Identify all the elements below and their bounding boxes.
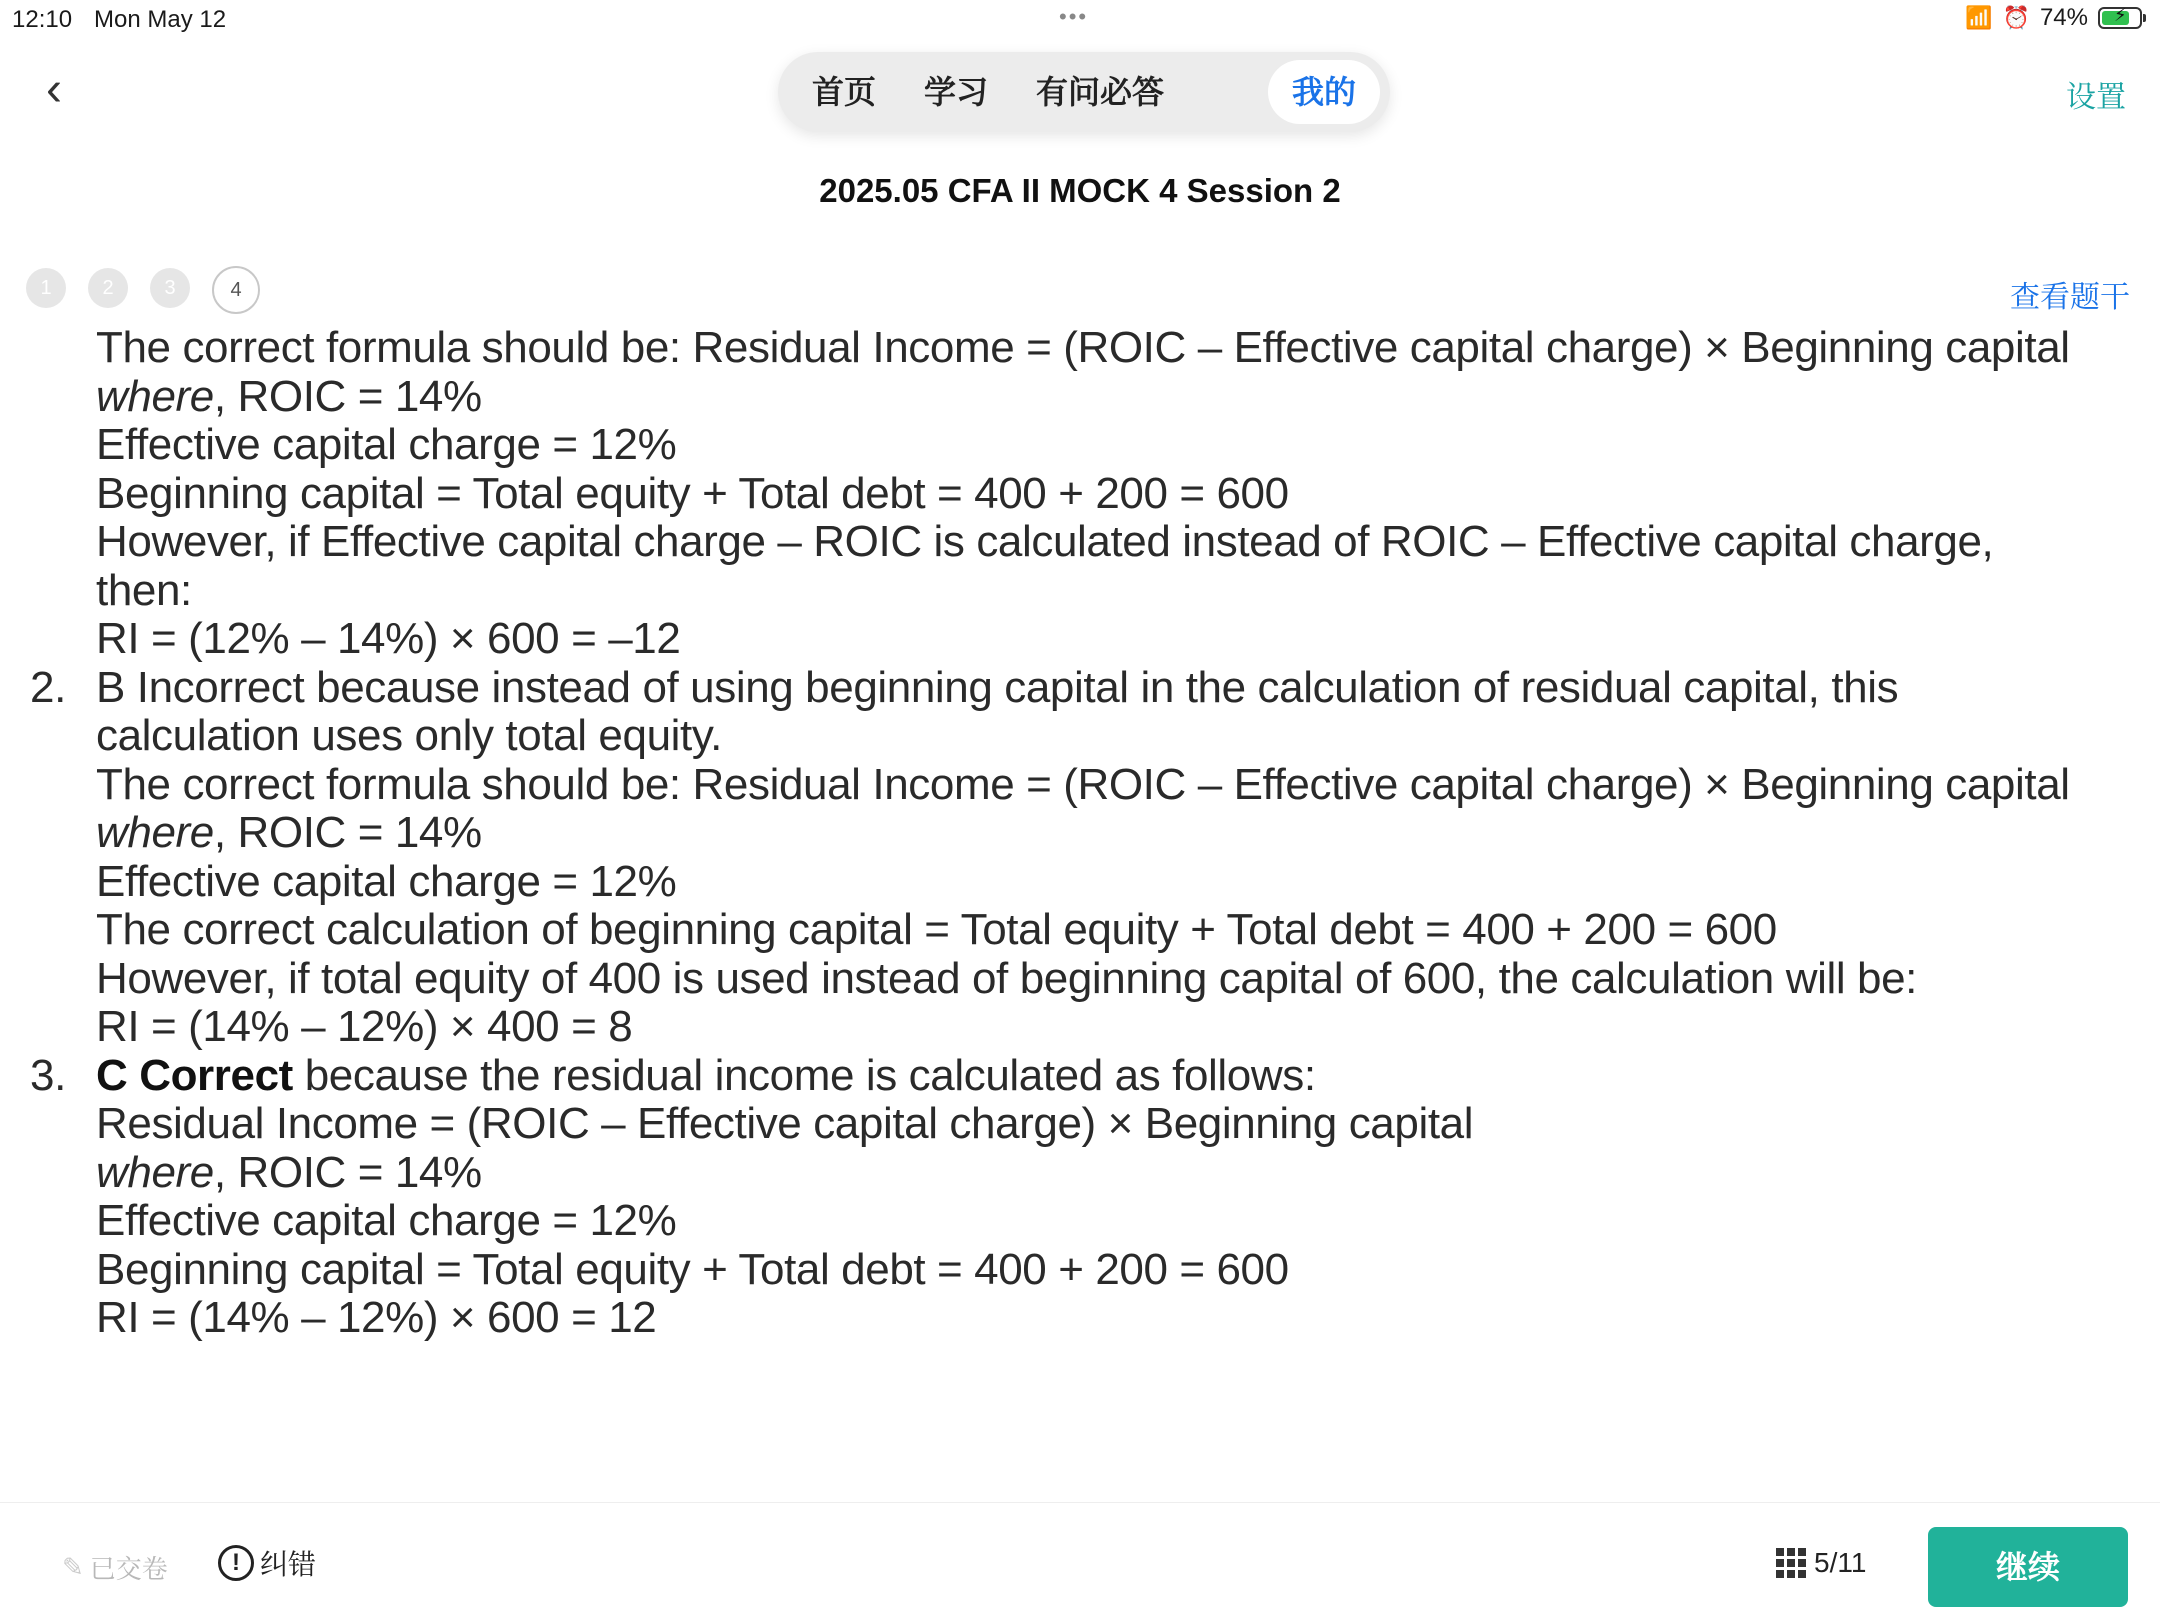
progress-count: 5/11 — [1814, 1547, 1867, 1578]
grid-icon — [1776, 1548, 1806, 1578]
explanation-line: RI = (14% – 12%) × 400 = 8 — [96, 1002, 633, 1051]
settings-link[interactable]: 设置 — [2066, 81, 2126, 114]
tab-home[interactable]: 首页 — [812, 74, 877, 110]
alarm-icon: ⏰ — [2002, 5, 2030, 30]
back-chevron-icon[interactable]: ‹ — [46, 63, 62, 116]
explanation-line: The correct calculation of beginning capital = Total equity + Total debt = 400 + 200 = 600 — [96, 905, 1777, 954]
question-progress[interactable] — [1776, 1547, 1866, 1579]
multitasking-dots-icon[interactable]: ••• — [1059, 4, 1089, 29]
battery-icon — [2098, 7, 2142, 29]
charging-bolt-icon: ⚡ — [2114, 5, 2127, 25]
wifi-icon: 📶 — [1965, 5, 1993, 30]
question-indicators — [26, 268, 260, 314]
explanation-line: Beginning capital = Total equity + Total debt = 400 + 200 = 600 — [96, 468, 1289, 518]
list-number: 2. — [30, 662, 66, 712]
explanation-line: RI = (14% – 12%) × 600 = 12 — [96, 1293, 657, 1342]
submitted-icon: ✎ — [62, 1552, 84, 1582]
continue-button[interactable]: 继续 — [1928, 1527, 2128, 1607]
battery-percent: 74% — [2039, 4, 2088, 31]
tab-mine[interactable]: 我的 — [1268, 60, 1380, 124]
question-indicator-1[interactable]: 1 — [26, 268, 66, 308]
explanation-line: Effective capital charge = 12% — [96, 856, 677, 906]
explanation-line: Beginning capital = Total equity + Total debt = 400 + 200 = 600 — [96, 1244, 1289, 1294]
explanation-line: The correct formula should be: Residual Income = (ROIC – Effective capital charge) × Beginning capital — [96, 759, 2070, 809]
explanation-line: The correct formula should be: Residual Income = (ROIC – Effective capital charge) × Beginning capital — [96, 323, 2070, 372]
explanation-line: Effective capital charge = 12% — [96, 420, 677, 469]
explanation-line: then: — [96, 565, 192, 615]
submitted-status — [62, 1549, 168, 1586]
list-number: 3. — [30, 1050, 66, 1100]
main-nav — [778, 52, 1390, 132]
explanation-line: where, ROIC = 14% — [96, 1147, 482, 1197]
view-question-stem-link[interactable]: 查看题干 — [2010, 281, 2130, 314]
question-indicator-2[interactable]: 2 — [88, 268, 128, 308]
status-right — [1965, 4, 2142, 32]
explanation-item-b: 2. B Incorrect because instead of using beginning capital in the calculation of residual capital, this — [30, 662, 1899, 712]
report-error-label: 纠错 — [260, 1549, 317, 1580]
bottom-bar — [0, 1502, 2160, 1621]
question-indicator-4[interactable]: 4 — [212, 266, 260, 314]
explanation-line: calculation uses only total equity. — [96, 711, 722, 760]
status-date: Mon May 12 — [94, 6, 227, 33]
question-indicator-3[interactable]: 3 — [150, 268, 190, 308]
status-bar — [0, 0, 2160, 40]
explanation-line: where, ROIC = 14% — [96, 371, 482, 421]
status-time: 12:10 — [12, 6, 73, 33]
report-error-button[interactable] — [218, 1543, 316, 1583]
explanation-item-c: 3. C Correct because the residual income is calculated as follows: — [30, 1050, 1316, 1100]
explanation-line: Residual Income = (ROIC – Effective capital charge) × Beginning capital — [96, 1099, 1474, 1148]
explanation-line: Effective capital charge = 12% — [96, 1196, 677, 1245]
page-title: 2025.05 CFA II MOCK 4 Session 2 — [819, 172, 1341, 209]
explanation-line: RI = (12% – 14%) × 600 = –12 — [96, 614, 681, 663]
explanation-line: However, if Effective capital charge – ROIC is calculated instead of ROIC – Effective capital charge, — [96, 517, 1994, 566]
explanation-line: However, if total equity of 400 is used instead of beginning capital of 600, the calculation will be: — [96, 953, 1917, 1003]
explanation-content — [0, 324, 2160, 1343]
exclamation-circle-icon: ! — [218, 1545, 254, 1581]
submitted-label: 已交卷 — [89, 1554, 168, 1584]
tab-study[interactable]: 学习 — [924, 74, 989, 110]
tab-qa[interactable]: 有问必答 — [1036, 74, 1165, 110]
explanation-line: where, ROIC = 14% — [96, 808, 482, 857]
